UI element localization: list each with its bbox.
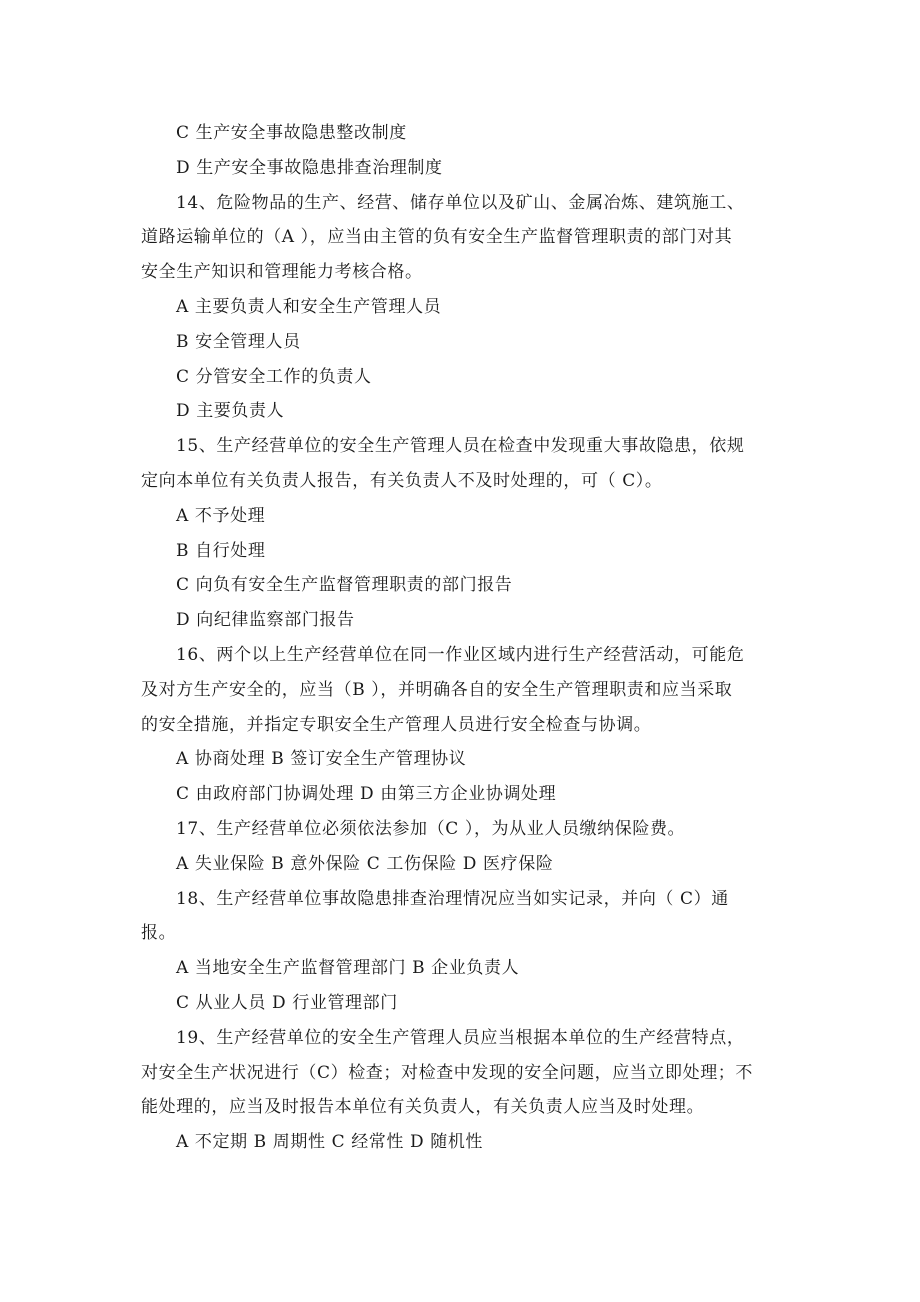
question-continuation: 定向本单位有关负责人报告，有关负责人不及时处理的，可（ C）。 — [141, 470, 663, 491]
question-line: 18、生产经营单位事故隐患排查治理情况应当如实记录，并向（ C）通 — [176, 888, 729, 909]
document-body — [141, 116, 787, 1160]
option-line: C 从业人员 D 行业管理部门 — [176, 992, 398, 1013]
question-line: 19、生产经营单位的安全生产管理人员应当根据本单位的生产经营特点， — [176, 1027, 745, 1048]
question-line: 15、生产经营单位的安全生产管理人员在检查中发现重大事故隐患，依规 — [176, 436, 745, 457]
option-line: C 由政府部门协调处理 D 由第三方企业协调处理 — [176, 784, 557, 805]
option-line: D 向纪律监察部门报告 — [176, 610, 355, 631]
question-line: 14、危险物品的生产、经营、储存单位以及矿山、金属冶炼、建筑施工、 — [176, 192, 745, 213]
question-line: 17、生产经营单位必须依法参加（C ），为从业人员缴纳保险费。 — [176, 818, 686, 839]
option-line: D 主要负责人 — [176, 401, 285, 422]
option-line: C 向负有安全生产监督管理职责的部门报告 — [176, 575, 513, 596]
option-line: A 不定期 B 周期性 C 经常性 D 随机性 — [176, 1132, 484, 1153]
option-line: C 生产安全事故隐患整改制度 — [176, 123, 407, 143]
question-line: 16、两个以上生产经营单位在同一作业区域内进行生产经营活动，可能危 — [176, 644, 745, 665]
option-line: A 协商处理 B 签订安全生产管理协议 — [176, 749, 467, 770]
question-continuation: 安全生产知识和管理能力考核合格。 — [141, 262, 423, 283]
option-line: A 主要负责人和安全生产管理人员 — [176, 296, 442, 317]
option-line: A 不予处理 — [176, 505, 266, 526]
question-continuation: 能处理的，应当及时报告本单位有关负责人，有关负责人应当及时处理。 — [141, 1097, 705, 1118]
option-line: B 安全管理人员 — [176, 331, 301, 352]
question-continuation: 道路运输单位的（A ），应当由主管的负有安全生产监督管理职责的部门对其 — [141, 227, 733, 248]
option-line: B 自行处理 — [176, 540, 266, 561]
option-line: A 失业保险 B 意外保险 C 工伤保险 D 医疗保险 — [176, 853, 554, 874]
question-continuation: 的安全措施，并指定专职安全生产管理人员进行安全检查与协调。 — [141, 714, 652, 735]
option-line: D 生产安全事故隐患排查治理制度 — [176, 157, 443, 178]
question-continuation: 及对方生产安全的，应当（B ），并明确各自的安全生产管理职责和应当采取 — [141, 679, 733, 700]
question-continuation: 对安全生产状况进行（C）检查；对检查中发现的安全问题，应当立即处理；不 — [141, 1062, 754, 1083]
option-line: C 分管安全工作的负责人 — [176, 366, 372, 387]
question-continuation: 报。 — [141, 923, 177, 944]
option-line: A 当地安全生产监督管理部门 B 企业负责人 — [176, 958, 520, 979]
